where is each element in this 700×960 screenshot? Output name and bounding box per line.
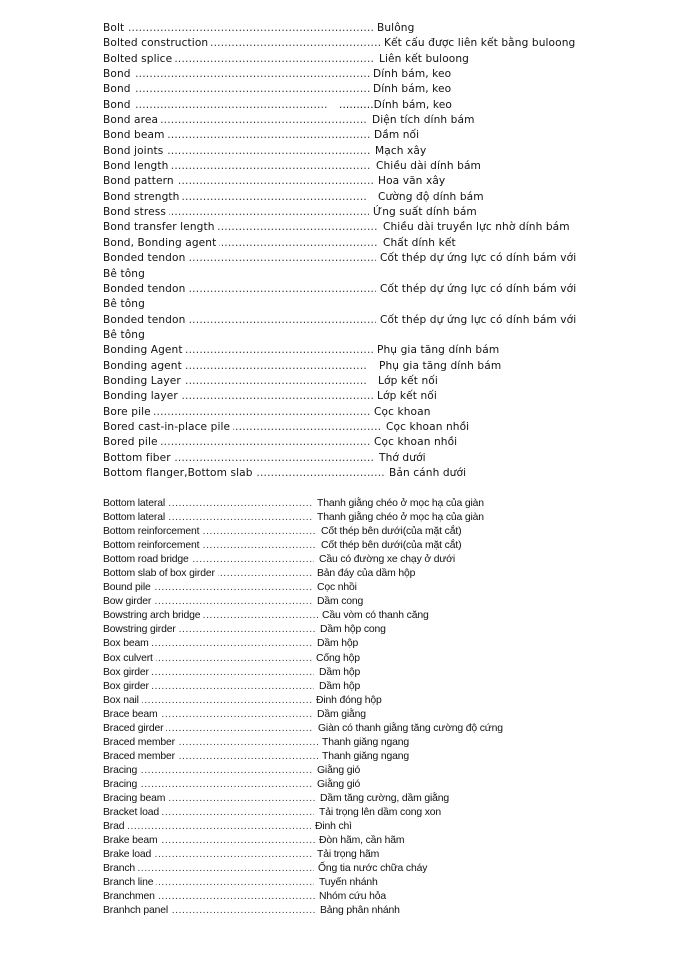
glossary-entry <box>103 174 603 189</box>
entry-definition: Thớ dưới <box>378 451 426 466</box>
entry-term: Bottom reinforcement <box>103 539 202 553</box>
glossary-entry <box>103 21 603 36</box>
glossary-entry <box>103 435 603 450</box>
entry-term: Bonding layer <box>103 389 181 404</box>
entry-term: Bond strength <box>103 190 182 205</box>
entry-definition: Giàn có thanh giằng tăng cường độ cứng <box>317 722 503 736</box>
entry-definition: Nhóm cứu hỏa <box>318 890 386 904</box>
entry-term: Brace beam <box>103 708 161 722</box>
entry-term: Bonded tendon <box>103 251 188 266</box>
entry-definition: Cốt thép dự ứng lực có dính bám với <box>379 251 576 266</box>
entry-term: Bonding Agent <box>103 343 186 358</box>
entry-definition: Ứng suất dính bám <box>372 205 477 220</box>
entry-definition: Ống tia nước chữa cháy <box>317 862 427 876</box>
glossary-entry <box>103 359 603 374</box>
entry-definition: Cốt thép bên dưới(của mặt cắt) <box>320 539 461 553</box>
entry-term: Bore pile <box>103 405 154 420</box>
dot-leader <box>103 67 370 82</box>
glossary-entry <box>103 52 603 67</box>
entry-term: Brake beam <box>103 834 161 848</box>
entry-term: Branch <box>103 862 138 876</box>
entry-term: Bowstring girder <box>103 623 179 637</box>
entry-definition: Hoa văn xây <box>377 174 445 189</box>
glossary-entry <box>103 282 603 313</box>
entry-term: Box nail <box>103 694 142 708</box>
entry-definition: Mạch xây <box>374 144 426 159</box>
dot-leader <box>103 820 311 834</box>
glossary-entry <box>103 623 543 637</box>
entry-term: Branch line <box>103 876 156 890</box>
glossary-section-1 <box>103 21 603 481</box>
entry-definition: Bảng phân nhánh <box>319 904 400 918</box>
glossary-entry <box>103 389 603 404</box>
entry-definition: Dầm hộp <box>316 637 358 651</box>
entry-term: Bored pile <box>103 435 161 450</box>
entry-term: Bottom lateral <box>103 497 168 511</box>
entry-term: Bolt <box>103 21 127 36</box>
entry-term: Bottom slab of box girder <box>103 567 218 581</box>
entry-term: Bond area <box>103 113 161 128</box>
entry-definition: Cầu vòm có thanh căng <box>321 609 429 623</box>
glossary-entry <box>103 451 603 466</box>
entry-definition: Bulông <box>376 21 414 36</box>
entry-definition-continuation: Bê tông <box>103 298 145 311</box>
entry-definition: Cọc nhồi <box>316 581 357 595</box>
entry-term: Bracing <box>103 764 140 778</box>
entry-term: Box culvert <box>103 652 156 666</box>
entry-term: Bottom flanger,Bottom slab <box>103 466 256 481</box>
entry-definition: Cốt thép bên dưới(của mặt cắt) <box>320 525 461 539</box>
entry-term: Bowstring arch bridge <box>103 609 203 623</box>
entry-definition: Cọc khoan nhồi <box>373 435 457 450</box>
glossary-entry <box>103 876 543 890</box>
entry-definition: Phụ gia tăng dính bám <box>378 359 501 374</box>
entry-definition: Tuyến nhánh <box>318 876 378 890</box>
glossary-entry <box>103 251 603 282</box>
entry-term: Bottom fiber <box>103 451 174 466</box>
glossary-entry <box>103 708 543 722</box>
glossary-entry <box>103 159 603 174</box>
entry-term: Braced girder <box>103 722 166 736</box>
entry-term: Bond <box>103 98 134 113</box>
glossary-entry <box>103 806 543 820</box>
entry-term: Bottom reinforcement <box>103 525 202 539</box>
glossary-entry <box>103 220 603 235</box>
entry-term: Bonded tendon <box>103 313 188 328</box>
entry-definition: Dính bám, keo <box>372 82 451 97</box>
dot-leader <box>103 82 370 97</box>
glossary-entry <box>103 567 543 581</box>
entry-term: Bond joints <box>103 144 166 159</box>
glossary-entry <box>103 36 603 51</box>
glossary-entry <box>103 420 603 435</box>
entry-definition: ..........Dính bám, keo <box>338 98 452 113</box>
entry-definition: Chiều dài truyền lực nhờ dính bám <box>382 220 570 235</box>
entry-term: Bond <box>103 67 134 82</box>
glossary-entry <box>103 511 543 525</box>
entry-definition: Dầm hộp cong <box>319 623 386 637</box>
entry-definition: Chiều dài dính bám <box>375 159 481 174</box>
entry-definition: Cầu có đường xe chạy ở dưới <box>318 553 455 567</box>
glossary-entry <box>103 374 603 389</box>
glossary-entry <box>103 497 543 511</box>
entry-definition: Cống hộp <box>315 652 360 666</box>
entry-definition: Diện tích dính bám <box>371 113 475 128</box>
entry-definition: Dính bám, keo <box>372 67 451 82</box>
glossary-entry <box>103 722 543 736</box>
glossary-entry <box>103 190 603 205</box>
entry-definition: Cốt thép dự ứng lực có dính bám với <box>379 313 576 328</box>
entry-term: Box beam <box>103 637 152 651</box>
entry-definition-continuation: Bê tông <box>103 328 145 341</box>
entry-term: Branhch panel <box>103 904 171 918</box>
entry-definition: Cọc khoan nhồi <box>385 420 469 435</box>
glossary-entry <box>103 778 543 792</box>
glossary-section-2 <box>103 497 543 918</box>
entry-term: Bonding agent <box>103 359 185 374</box>
glossary-entry <box>103 848 543 862</box>
glossary-entry <box>103 862 543 876</box>
glossary-entry <box>103 343 603 358</box>
glossary-entry <box>103 595 543 609</box>
glossary-entry <box>103 113 603 128</box>
glossary-entry <box>103 750 543 764</box>
entry-term: Bow girder <box>103 595 154 609</box>
entry-definition: Lớp kết nối <box>376 389 437 404</box>
entry-definition: Thanh giăng ngang <box>321 736 409 750</box>
entry-definition: Phụ gia tăng dính bám <box>376 343 499 358</box>
glossary-entry <box>103 666 543 680</box>
entry-definition: Kết cấu được liên kết bằng buloong <box>383 36 575 51</box>
entry-definition: Thanh giằng chéo ở mọc hạ của giàn <box>316 497 484 511</box>
entry-term: Bottom road bridge <box>103 553 192 567</box>
entry-definition: Chất dính kết <box>382 236 456 251</box>
glossary-entry <box>103 82 603 97</box>
entry-term: Bond length <box>103 159 171 174</box>
entry-definition: Bản cánh dưới <box>388 466 466 481</box>
glossary-entry <box>103 539 543 553</box>
entry-term: Braced member <box>103 736 178 750</box>
entry-term: Bond beam <box>103 128 168 143</box>
entry-definition-continuation: Bê tông <box>103 267 145 280</box>
glossary-entry <box>103 553 543 567</box>
entry-term: Box girder <box>103 666 152 680</box>
glossary-entry <box>103 820 543 834</box>
entry-definition: Tải trọng hãm <box>316 848 379 862</box>
glossary-entry <box>103 466 603 481</box>
glossary-entry <box>103 680 543 694</box>
glossary-entry <box>103 128 603 143</box>
glossary-entry <box>103 609 543 623</box>
entry-term: Branchmen <box>103 890 158 904</box>
glossary-entry <box>103 205 603 220</box>
glossary-entry <box>103 236 603 251</box>
entry-definition: Dầm cong <box>316 595 363 609</box>
entry-term: Bracket load <box>103 806 162 820</box>
entry-term: Brake load <box>103 848 154 862</box>
entry-term: Bolted splice <box>103 52 175 67</box>
entry-term: Box girder <box>103 680 152 694</box>
entry-term: Bond transfer length <box>103 220 218 235</box>
dot-leader <box>103 21 375 36</box>
glossary-entry <box>103 652 543 666</box>
entry-definition: Cốt thép dự ứng lực có dính bám với <box>379 282 576 297</box>
entry-definition: Đòn hãm, cần hãm <box>318 834 404 848</box>
entry-definition: Cọc khoan <box>373 405 431 420</box>
glossary-entry <box>103 144 603 159</box>
glossary-entry <box>103 764 543 778</box>
glossary-entry <box>103 581 543 595</box>
entry-definition: Thanh giăng ngang <box>321 750 409 764</box>
entry-definition: Giằng gió <box>316 764 360 778</box>
entry-term: Bracing <box>103 778 140 792</box>
entry-definition: Thanh giằng chéo ở mọc hạ của giàn <box>316 511 484 525</box>
entry-term: Bond stress <box>103 205 169 220</box>
entry-term: Bound pile <box>103 581 154 595</box>
entry-definition: Dầm tăng cường, dầm giằng <box>319 792 449 806</box>
glossary-entry <box>103 637 543 651</box>
entry-term: Bond, Bonding agent <box>103 236 219 251</box>
glossary-entry <box>103 313 603 344</box>
entry-definition: Dầm giằng <box>316 708 366 722</box>
entry-definition: Đinh đóng hộp <box>315 694 382 708</box>
glossary-entry <box>103 405 603 420</box>
entry-term: Bottom lateral <box>103 511 168 525</box>
entry-definition: Giằng gió <box>316 778 360 792</box>
entry-definition: Đinh chì <box>314 820 352 834</box>
glossary-entry <box>103 98 603 113</box>
entry-term: Bonded tendon <box>103 282 188 297</box>
entry-definition: Dầm hộp <box>318 666 360 680</box>
entry-term: Bond <box>103 82 134 97</box>
entry-definition: Tải trọng lên dầm cong xon <box>318 806 441 820</box>
glossary-entry <box>103 834 543 848</box>
entry-term: Bolted construction <box>103 36 211 51</box>
glossary-entry <box>103 525 543 539</box>
entry-definition: Cường độ dính bám <box>377 190 484 205</box>
glossary-entry <box>103 792 543 806</box>
entry-term: Bored cast-in-place pile <box>103 420 233 435</box>
glossary-entry <box>103 67 603 82</box>
entry-definition: Bản đáy của dầm hộp <box>316 567 415 581</box>
entry-definition: Dầm hộp <box>318 680 360 694</box>
glossary-entry <box>103 904 543 918</box>
entry-definition: Dầm nối <box>373 128 419 143</box>
glossary-entry <box>103 694 543 708</box>
glossary-entry <box>103 890 543 904</box>
entry-definition: Liên kết buloong <box>378 52 469 67</box>
entry-term: Bond pattern <box>103 174 177 189</box>
entry-term: Bracing beam <box>103 792 168 806</box>
entry-term: Braced member <box>103 750 178 764</box>
dot-leader <box>103 98 328 113</box>
entry-definition: Lớp kết nối <box>377 374 438 389</box>
glossary-entry <box>103 736 543 750</box>
entry-term: Brad <box>103 820 127 834</box>
entry-term: Bonding Layer <box>103 374 184 389</box>
